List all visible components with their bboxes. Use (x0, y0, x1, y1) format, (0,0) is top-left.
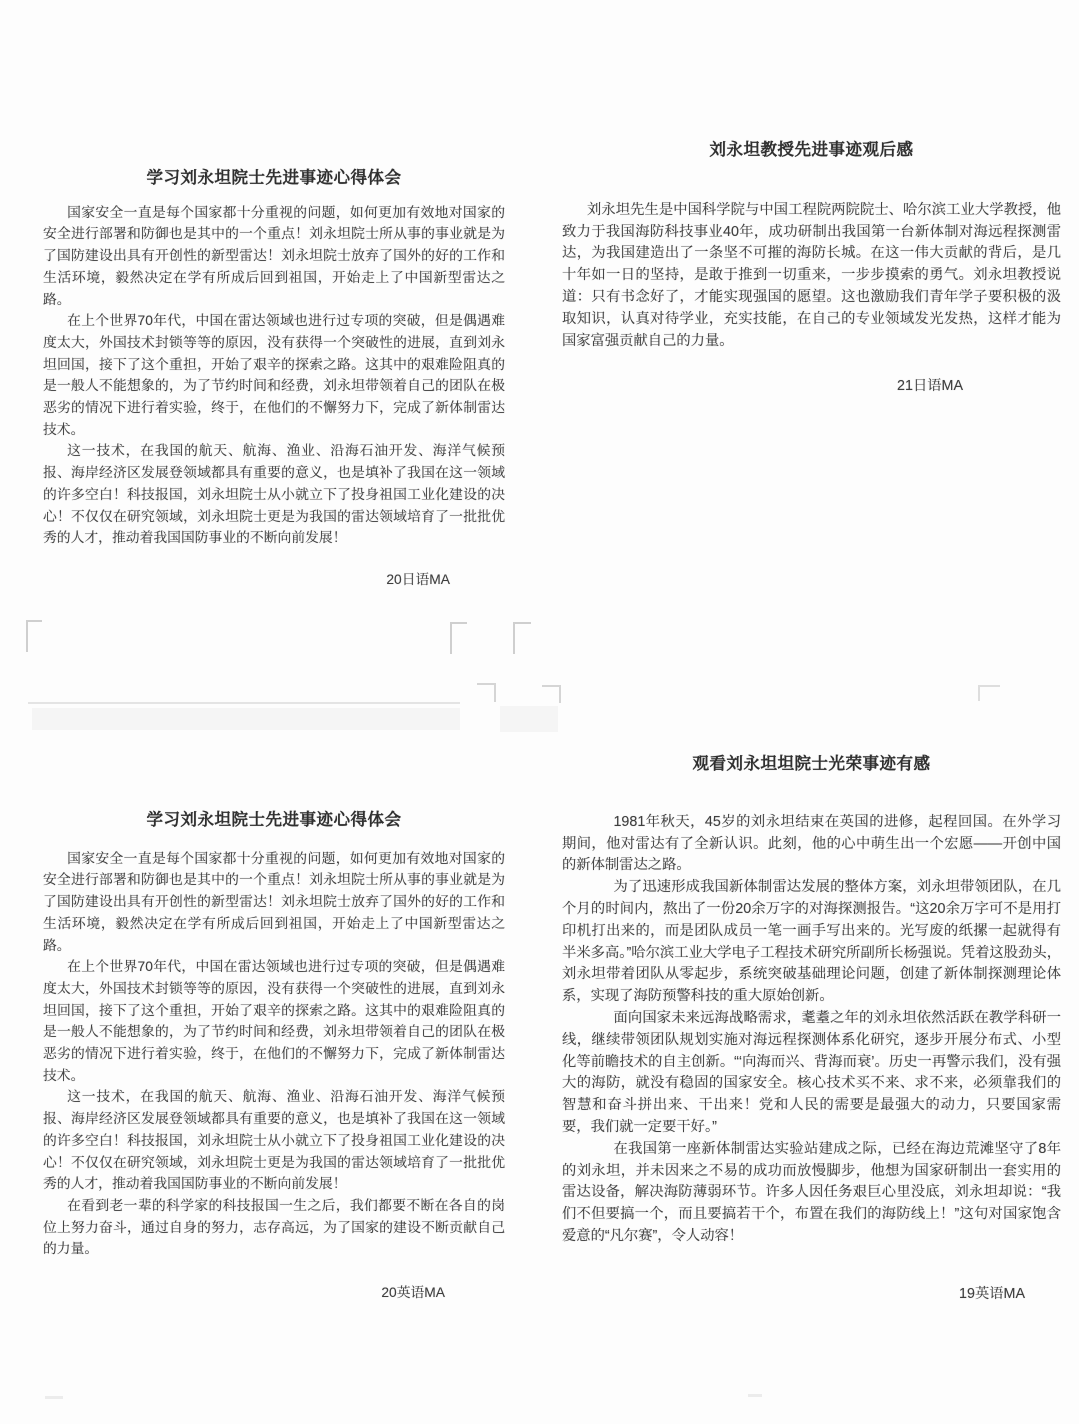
essay-signature: 19英语MA (959, 1285, 1025, 1302)
essay-paragraph: 这一技术，在我国的航天、航海、渔业、沿海石油开发、海洋气候预报、海岸经济区发展登领域都具有重要的意义，也是填补了我国在这一领域的许多空白！科技报国，刘永坦院士从小就立下了投身祖国工业化建设的决心！不仅仅在研究领域，刘永坦院士更是为我国的雷达领域培育了一批批优秀的人才，推动着我国国防事业的不断向前发展！ (43, 1089, 505, 1192)
essay-top-left (43, 168, 505, 591)
scan-seam-line (28, 702, 460, 704)
essay-bottom-right (562, 754, 1061, 1306)
scan-speck (748, 1394, 762, 1397)
essay-body (562, 200, 1061, 353)
essay-paragraph: 国家安全一直是每个国家都十分重视的问题，如何更加有效地对国家的安全进行部署和防御也是其中的一个重点！刘永坦院士所从事的事业就是为了国防建设出具有开创性的新型雷达！刘永坦院士放弃了国外的好的工作和生活环境，毅然决定在学有所成后回到祖国，开始走上了中国新型雷达之路。 (43, 850, 505, 953)
essay-bottom-left (43, 810, 505, 1304)
essay-body (43, 202, 505, 549)
essay-paragraph: 在我国第一座新体制雷达实验站建成之际，已经在海边荒滩坚守了8年的刘永坦，并未因来之不易的成功而放慢脚步，他想为国家研制出一套实用的雷达设备，解决海防薄弱环节。许多人因任务艰巨心里没底，刘永坦却说：“我们不但要搞一个，而且要搞若干个，布置在我们的海防线上！”这句对国家饱含爱意的“凡尔赛”，令人动容！ (562, 1140, 1061, 1244)
essay-body (43, 848, 505, 1260)
essay-paragraph: 国家安全一直是每个国家都十分重视的问题，如何更加有效地对国家的安全进行部署和防御也是其中的一个重点！刘永坦院士所从事的事业就是为了国防建设出具有开创性的新型雷达！刘永坦院士放弃了国外的好的工作和生活环境，毅然决定在学有所成后回到祖国，开始走上了中国新型雷达之路。 (43, 204, 505, 307)
essay-paragraph: 为了迅速形成我国新体制雷达发展的整体方案，刘永坦带领团队，在几个月的时间内，熬出了一份20余万字的对海探测报告。“这20余万字可不是用打印机打出来的，而是团队成员一笔一画手写出来的。光写废的纸摞一起就得有半米多高。”哈尔滨工业大学电子工程技术研究所副所长杨强说。凭着这股劲头，刘永坦带着团队从零起步，系统突破基础理论问题，创建了新体制探测理论体系，实现了海防预警科技的重大原始创新。 (562, 879, 1061, 1005)
essay-paragraph: 在上个世界70年代，中国在雷达领域也进行过专项的突破，但是偶遇难度太大，外国技术封锁等等的原因，没有获得一个突破性的进展，直到刘永坦回国，接下了这个重担，开始了艰辛的探索之路。这其中的艰难险阻真的是一般人不能想象的，为了节约时间和经费，刘永坦带领着自己的团队在极恶劣的情况下进行着实验，终于，在他们的不懈努力下，完成了新体制雷达技术。 (43, 959, 505, 1083)
essay-body (562, 812, 1061, 1248)
essay-paragraph: 在看到老一辈的科学家的科技报国一生之后，我们都要不断在各自的岗位上努力奋斗，通过自身的努力，志存高远，为了国家的建设不断贡献自己的力量。 (43, 1197, 505, 1257)
essay-title: 学习刘永坦院士先进事迹心得体会 (146, 811, 402, 829)
essay-signature: 20英语MA (381, 1285, 445, 1301)
essay-title: 观看刘永坦坦院士光荣事迹有感 (692, 755, 931, 773)
essay-paragraph: 面向国家未来远海战略需求，耄耋之年的刘永坦依然活跃在教学科研一线，继续带领团队规划实施对海远程探测体系化研究，逐步开展分布式、小型化等前瞻技术的自主创新。“‘向海而兴、背海而衰’。历史一再警示我们，没有强大的海防，就没有稳固的国家安全。核心技术买不来、求不来，必须靠我们的智慧和奋斗拼出来、干出来！党和人民的需要是最强大的动力，只要国家需要，我们就一定要干好。” (562, 1009, 1061, 1135)
essay-paragraph: 1981年秋天，45岁的刘永坦结束在英国的进修，起程回国。在外学习期间，他对雷达有了全新认识。此刻，他的心中萌生出一个宏愿——开创中国的新体制雷达之路。 (562, 813, 1061, 874)
scan-speck (45, 1396, 63, 1399)
scan-corner-mark (513, 622, 531, 654)
scan-corner-mark (477, 683, 496, 702)
essay-signature: 20日语MA (386, 571, 450, 587)
scan-shadow-band (32, 708, 460, 730)
essay-paragraph: 在上个世界70年代，中国在雷达领域也进行过专项的突破，但是偶遇难度太大，外国技术封锁等等的原因，没有获得一个突破性的进展，直到刘永坦回国，接下了这个重担，开始了艰辛的探索之路。这其中的艰难险阻真的是一般人不能想象的，为了节约时间和经费，刘永坦带领着自己的团队在极恶劣的情况下进行着实验，终于，在他们的不懈努力下，完成了新体制雷达技术。 (43, 313, 505, 437)
essay-paragraph: 这一技术，在我国的航天、航海、渔业、沿海石油开发、海洋气候预报、海岸经济区发展登领域都具有重要的意义，也是填补了我国在这一领域的许多空白！科技报国，刘永坦院士从小就立下了投身祖国工业化建设的决心！不仅仅在研究领域，刘永坦院士更是为我国的雷达领域培育了一批批优秀的人才，推动着我国国防事业的不断向前发展！ (43, 443, 505, 546)
essay-paragraph: 刘永坦先生是中国科学院与中国工程院两院院士、哈尔滨工业大学教授，他致力于我国海防科技事业40年，成功研制出我国第一台新体制对海远程探测雷达，为我国建造出了一条坚不可摧的海防长城。在这一伟大贡献的背后，是几十年如一日的坚持，是敢于推到一切重来，一步步摸索的勇气。刘永坦教授说道：只有书念好了，才能实现强国的愿望。这也激励我们青年学子要积极的汲取知识，认真对待学业，充实技能，在自己的专业领域发光发热，这样才能为国家富强贡献自己的力量。 (562, 201, 1061, 349)
scan-corner-mark (542, 685, 561, 703)
essay-signature: 21日语MA (897, 378, 963, 395)
scan-corner-mark (450, 622, 467, 654)
essay-top-right (562, 140, 1061, 398)
scan-corner-mark (26, 620, 42, 652)
essay-title: 学习刘永坦院士先进事迹心得体会 (146, 169, 402, 187)
scan-shadow-band (500, 706, 558, 732)
essay-title: 刘永坦教授先进事迹观后感 (709, 141, 914, 159)
scan-corner-mark (978, 685, 1000, 701)
